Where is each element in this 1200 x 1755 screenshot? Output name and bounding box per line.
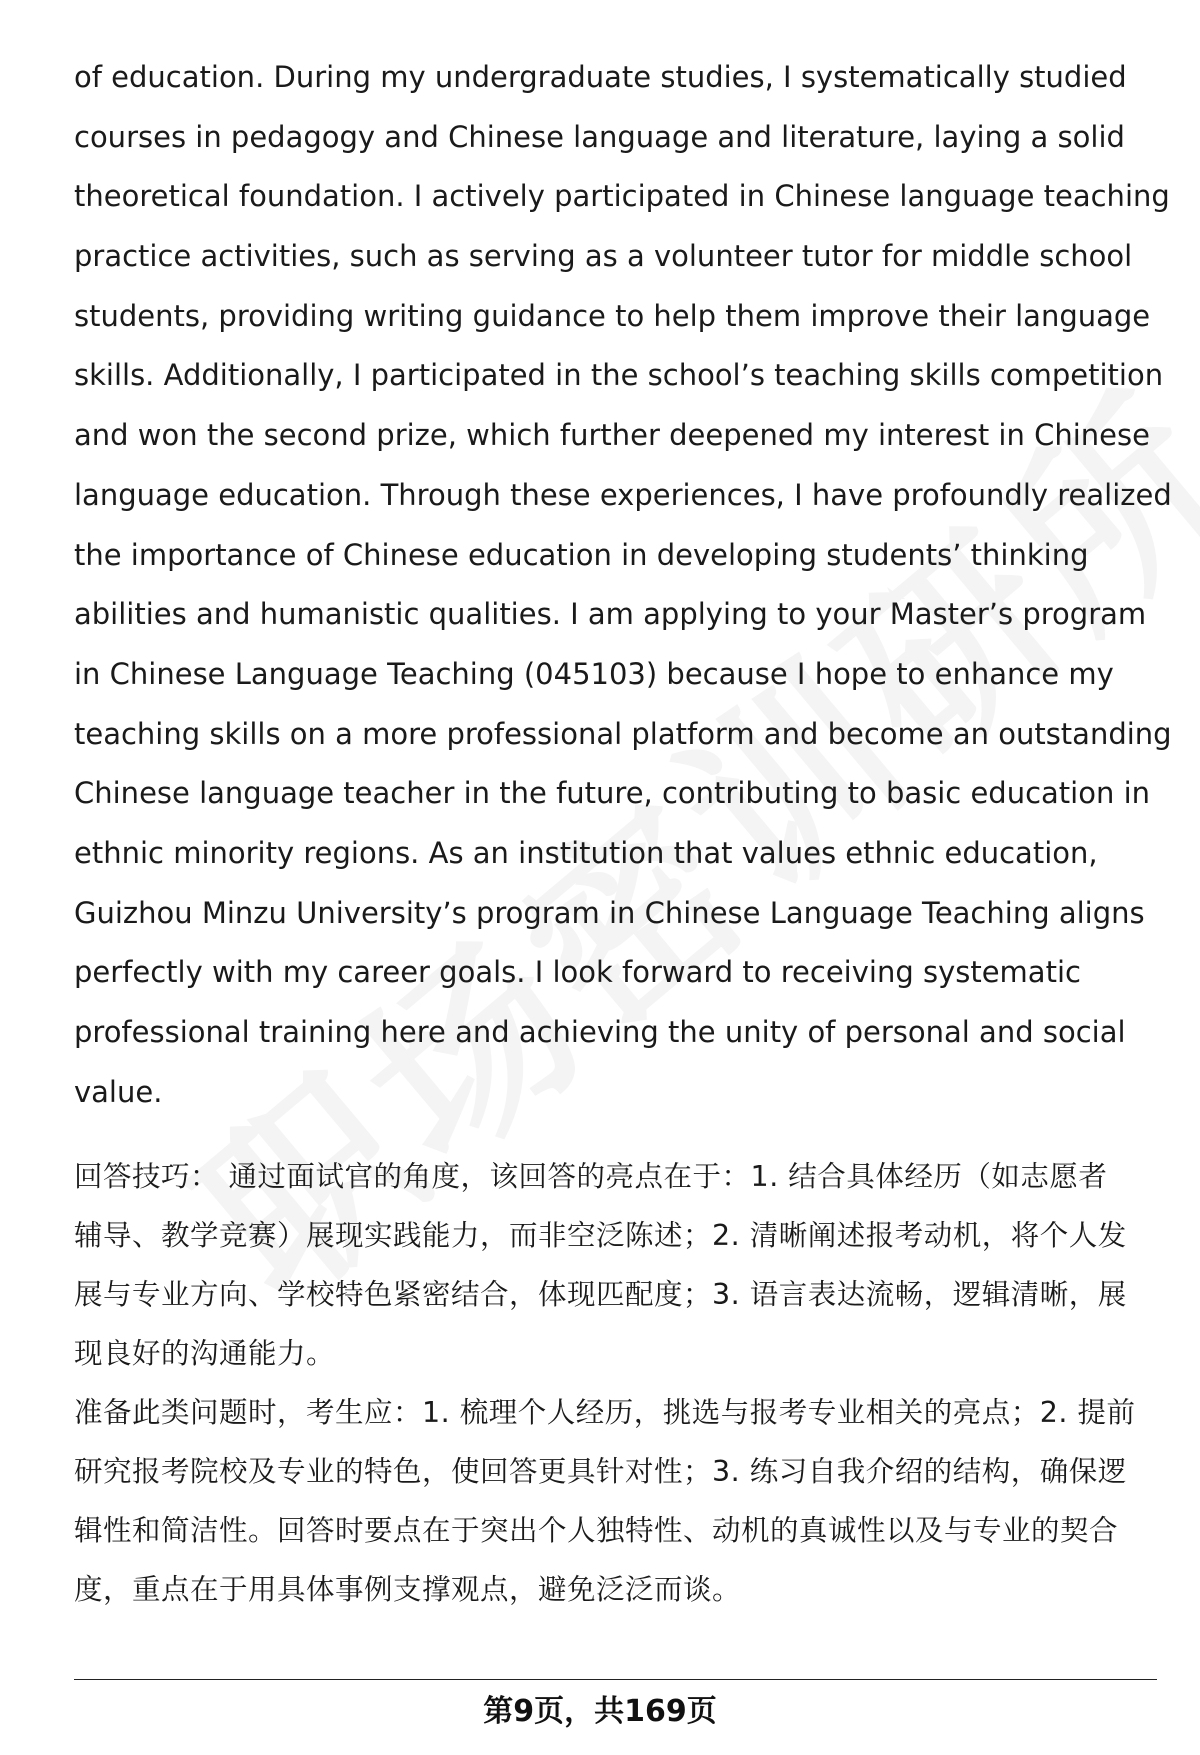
text-line: 准备此类问题时，考生应：1. 梳理个人经历，挑选与报考专业相关的亮点；2. 提前 (74, 1396, 1136, 1430)
footer-divider (74, 1679, 1157, 1680)
text-line: theoretical foundation. I actively participated in Chinese language teaching (74, 179, 1170, 214)
text-line: ethnic minority regions. As an institution that values ethnic education, (74, 835, 1098, 870)
document-body (74, 48, 1172, 1619)
text-line: courses in pedagogy and Chinese language and literature, laying a solid (74, 119, 1125, 154)
text-line: 辅导、教学竞赛）展现实践能力，而非空泛陈述；2. 清晰阐述报考动机，将个人发 (74, 1219, 1127, 1253)
text-line: value. (74, 1074, 163, 1109)
text-line: professional training here and achieving the unity of personal and social (74, 1015, 1126, 1049)
preparation-paragraph (74, 1383, 1164, 1619)
text-line: skills. Additionally, I participated in the school’s teaching skills competition (74, 358, 1164, 393)
text-line: perfectly with my career goals. I look forward to receiving systematic (74, 955, 1081, 990)
answer-tips-paragraph (74, 1147, 1164, 1383)
text-line: 度，重点在于用具体事例支撑观点，避免泛泛而谈。 (74, 1573, 742, 1607)
text-line: in Chinese Language Teaching (045103) because I hope to enhance my (74, 656, 1114, 691)
text-line: 回答技巧： 通过面试官的角度，该回答的亮点在于：1. 结合具体经历（如志愿者 (74, 1160, 1108, 1194)
text-line: practice activities, such as serving as a volunteer tutor for middle school (74, 239, 1133, 274)
page-number: 第9页，共169页 (483, 1694, 717, 1729)
text-line: language education. Through these experiences, I have profoundly realized (74, 477, 1172, 512)
text-line: abilities and humanistic qualities. I am applying to your Master’s program (74, 597, 1147, 632)
text-line: and won the second prize, which further deepened my interest in Chinese (74, 418, 1150, 453)
text-line: Guizhou Minzu University’s program in Chinese Language Teaching aligns (74, 895, 1145, 930)
text-line: students, providing writing guidance to help them improve their language (74, 298, 1151, 333)
text-line: of education. During my undergraduate studies, I systematically studied (74, 60, 1127, 94)
text-line: 现良好的沟通能力。 (74, 1337, 336, 1371)
text-line: Chinese language teacher in the future, contributing to basic education in (74, 776, 1151, 811)
text-line: 研究报考院校及专业的特色，使回答更具针对性；3. 练习自我介绍的结构，确保逻 (74, 1455, 1127, 1489)
text-line: 辑性和简洁性。回答时要点在于突出个人独特性、动机的真诚性以及与专业的契合 (74, 1514, 1119, 1548)
text-line: 展与专业方向、学校特色紧密结合，体现匹配度；3. 语言表达流畅，逻辑清晰，展 (74, 1278, 1127, 1312)
answer-paragraph (74, 48, 1172, 1122)
text-line: the importance of Chinese education in developing students’ thinking (74, 537, 1089, 572)
text-line: teaching skills on a more professional platform and become an outstanding (74, 716, 1172, 751)
